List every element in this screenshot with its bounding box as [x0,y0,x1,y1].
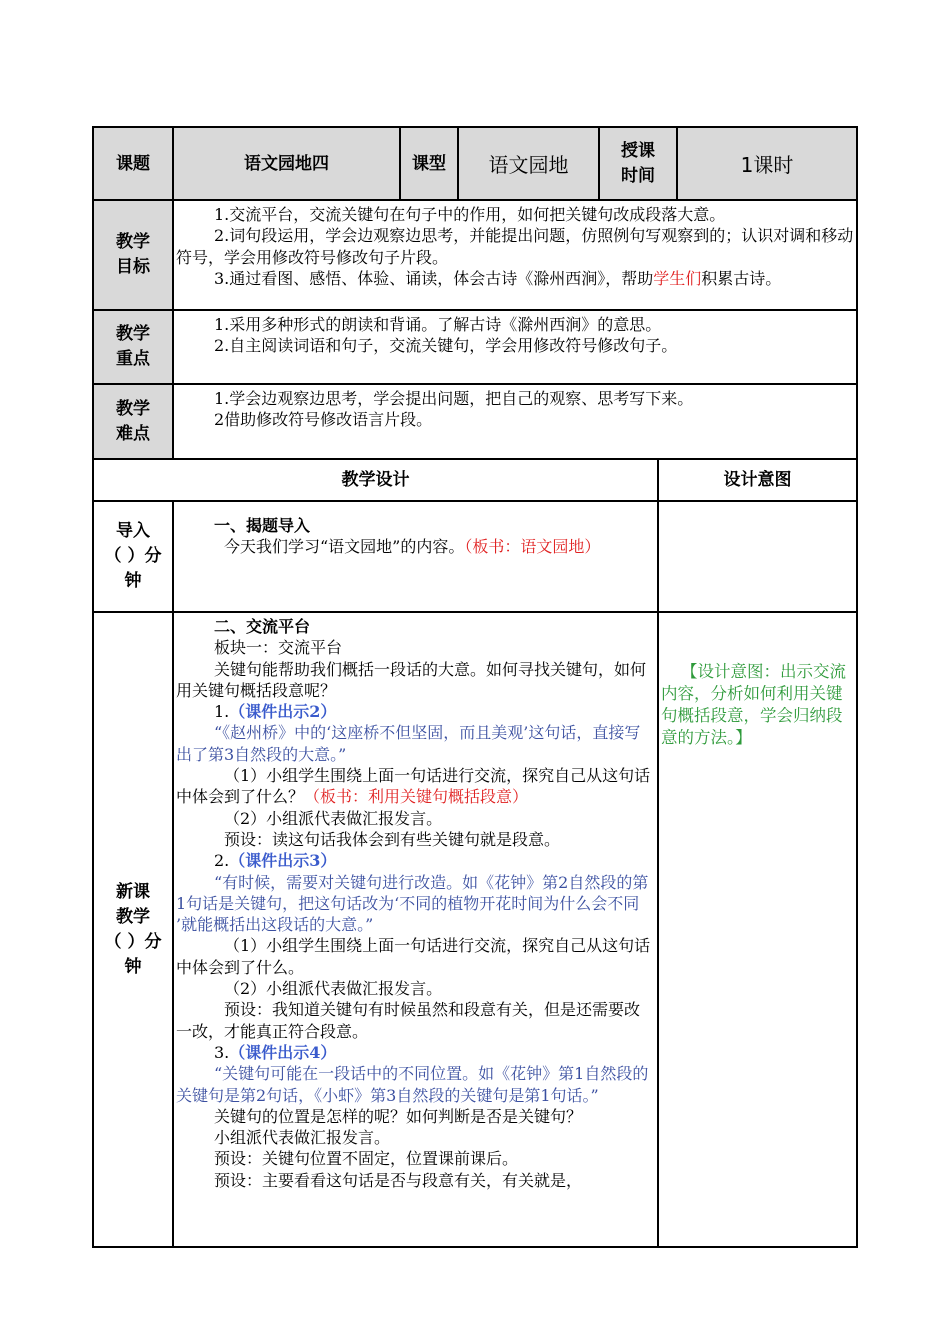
time-value: 1课时 [740,153,794,177]
keypoints-content: 1.采用多种形式的朗读和背诵。了解古诗《滁州西涧》的意思。 2.自主阅读词语和句子，交流关键句，学会用修改符号修改句子。 [214,315,678,356]
design-intent: 【设计意图：出示交流内容，分析如何利用关键句概括段意，学会归纳段意的方法。】 [661,662,846,747]
label-type: 课型 [412,153,446,174]
section-title: 二、交流平台 [214,617,311,636]
difficulties-label: 教学 难点 [116,398,150,444]
table-border [93,1246,858,1248]
new-lesson-content: 二、交流平台 板块一：交流平台 关键句能帮助我们概括一段话的大意。如何寻找关键句，如何用关键句概括段意呢？ 1.（课件出示2） “《赵州桥》中的‘这座桥不但坚固，而且美观’这句话，直接写 出了第3自然段的大意。” （1）小组学生围绕上面一句话进行交流，探究自己从这句话中体会到了什么？（板书：利用关键句概括段意） （2）小组派代表做汇报发言。 预设：读这句话我体会到有些关键句就是段意。 2.（课件出示3） “有时候，需要对关键句进行改造。如《花钟》第2自然段的第1句话是关键句，把这句话改为‘不同的植物开花时间为什么会不同 ’就能概括出这段话的大意。” （1）小组学生围绕上面一句话进行交流，探究自己从这句话中体会到了什么。 （2）小组派代表做汇报发言。 预设：我知道关键句有时候虽然和段意有关，但是还需要改一改，才能真正符合段意。 3.（课件出示4） “关键句可能在一段话中的不同位置。如《花钟》第1自然段的关键句是第2句话，《小虾》第3自然段的关键句是第1句话。” 关键句的位置是怎样的呢？如何判断是否是关键句？ 小组派代表做汇报发言。 预设：关键句位置不固定，位置课前课后。 预设：主要看看这句话是否与段意有关，有关就是， [174,613,657,1246]
new-lesson-label: 新课 教学 （ ）分 钟 [104,881,162,977]
intro-title: 一、揭题导入 [214,516,311,535]
table-border [856,126,858,1248]
intro-label: 导入 （ ）分 钟 [104,521,162,591]
label-topic: 课题 [116,153,150,174]
keypoints-label: 教学 重点 [116,324,150,369]
goals-content: 1.交流平台，交流关键句在句子中的作用，如何把关键句改成段落大意。 2.词句段运用，学会边观察边思考，并能提出问题，仿照例句写观察到的；认识对调和移动符号，学会用修改符号修改句子片段。 3.通过看图、感悟、体验、诵读，体会古诗《滁州西涧》，帮助学生们积累古诗。 [176,205,854,288]
table-border [657,458,659,1248]
goals-label: 教学 目标 [116,232,150,277]
topic-value: 语文园地四 [244,153,329,174]
difficulties-content: 1.学会边观察边思考，学会提出问题，把自己的观察、思考写下来。 2借助修改符号修改语言片段。 [214,389,694,430]
type-value: 语文园地 [488,153,569,177]
label-time: 授课 时间 [621,140,655,186]
intro-content: 一、揭题导入 今天我们学习“语文园地”的内容。（板书：语文园地） [174,512,657,611]
intent-header: 设计意图 [723,470,792,490]
table-border [93,500,858,502]
design-header: 教学设计 [341,470,410,490]
